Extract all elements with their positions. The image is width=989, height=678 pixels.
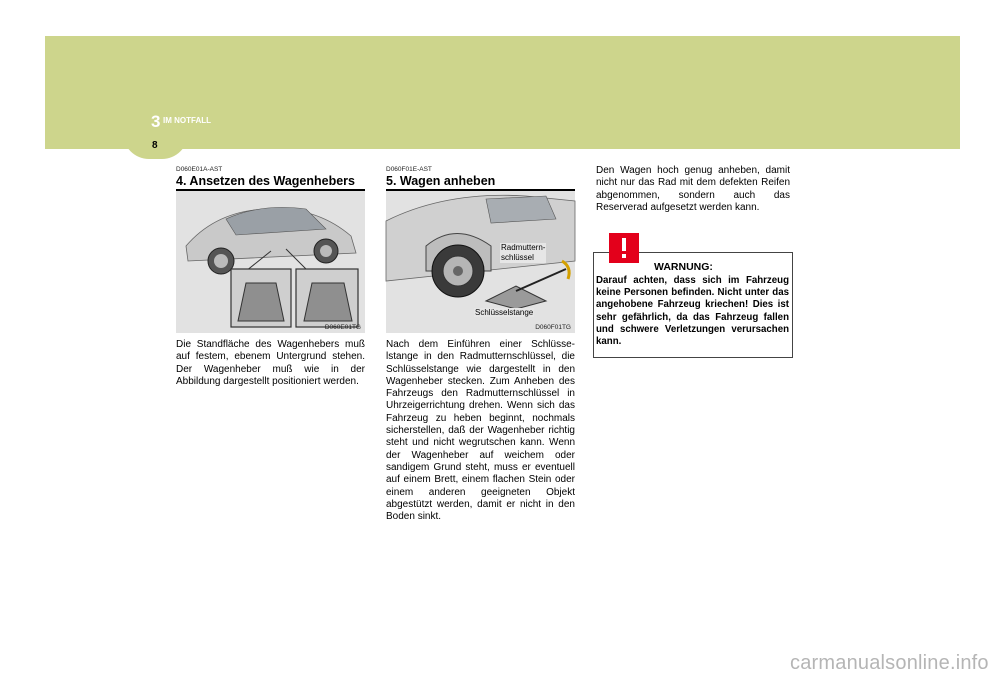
section5-text: Nach dem Einführen einer Schlüsse-lstange in den Radmutternschlüssel, die Schlüsselstange wie dargestellt in den Wagenheber stecken. Zum Anheben des Fahrzeugs den Radmutternschlüssel in Uhrzeigerrichtung drehen. Wenn sich das Fahrzeug zu heben beginnt, nochmals sicherstellen, daß der Wagenheber richtig steht und nicht wegrutschen kann. Wenn der Wagenheber auf weichem oder sandigem Grund steht, muss er eventuell auf einem Brett, einem flachen Stein oder einem anderen geeigneten Objekt abgestützt werden, damit er nicht in den Boden sinkt. — [386, 339, 575, 523]
exclamation-icon — [609, 233, 639, 263]
chapter-title: IM NOTFALL — [163, 116, 211, 125]
section5-code: D060F01E-AST — [386, 166, 432, 173]
warning-box — [593, 252, 793, 358]
col3-text: Den Wagen hoch genug anheben, damit nicht nur das Rad mit dem defekten Reifen abgenommen, sondern auch das Reserverad aufgesetzt werden kann. — [596, 165, 790, 213]
page-number: 8 — [152, 140, 158, 151]
callout-nut-wrench: Radmuttern- schlüssel — [501, 243, 546, 262]
section5-title: 5. Wagen anheben — [386, 174, 496, 188]
section4-title: 4. Ansetzen des Wagenhebers — [176, 174, 355, 188]
section5-figure — [386, 191, 575, 333]
section4-text: Die Standfläche des Wagenhebers muß auf festem, ebenem Untergrund stehen. Der Wagenheber muß wie in der Abbildung dargestellt positioniert werden. — [176, 339, 365, 387]
chapter-number: 3 — [151, 112, 161, 131]
warning-title: WARNUNG: — [654, 261, 713, 273]
section4-figure-code: D060E01TG — [324, 324, 361, 331]
car-jack-position-illustration — [176, 191, 365, 333]
warning-text: Darauf achten, dass sich im Fahrzeug keine Personen befinden. Nicht unter das angehobene Fahrzeug kriechen! Dies ist sehr gefährlich, da das Fahrzeug fallen und schwere Verletzungen verursachen kann. — [596, 275, 789, 348]
callout-rod: Schlüsselstange — [475, 308, 534, 317]
section4-figure — [176, 191, 365, 333]
footer-watermark: carmanualsonline.info — [790, 652, 989, 674]
section4-code: D060E01A-AST — [176, 166, 223, 173]
section5-figure-code: D060F01TG — [535, 324, 571, 331]
